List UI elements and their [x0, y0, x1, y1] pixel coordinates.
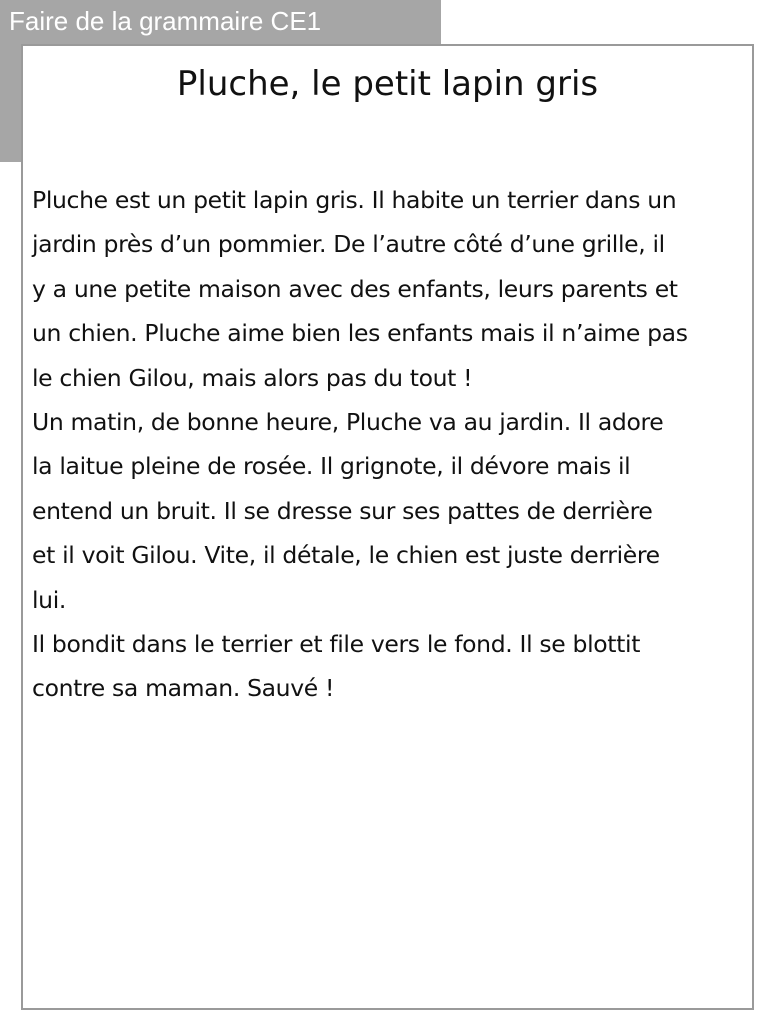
text-line: Pluche est un petit lapin gris. Il habite un terrier dans un	[32, 186, 677, 214]
text-line: la laitue pleine de rosée. Il grignote, il dévore mais il	[32, 452, 631, 481]
text-line: le chien Gilou, mais alors pas du tout !	[32, 363, 473, 392]
story-text	[32, 178, 754, 711]
text-line: contre sa maman. Sauvé !	[32, 674, 335, 703]
text-line: lui.	[32, 585, 67, 614]
text-line: un chien. Pluche aime bien les enfants mais il n’aime pas	[32, 319, 688, 348]
document-title: Pluche, le petit lapin gris	[176, 64, 599, 104]
text-line: jardin près d’un pommier. De l’autre côté d’une grille, il	[32, 230, 665, 259]
text-line: Un matin, de bonne heure, Pluche va au jardin. Il adore	[32, 408, 664, 437]
header-tab	[0, 0, 441, 44]
text-line: et il voit Gilou. Vite, il détale, le chien est juste derrière	[32, 541, 660, 570]
text-line: Il bondit dans le terrier et file vers le fond. Il se blottit	[32, 630, 641, 659]
text-line: entend un bruit. Il se dresse sur ses pattes de derrière	[32, 496, 653, 525]
text-line: y a une petite maison avec des enfants, leurs parents et	[32, 274, 678, 303]
side-band	[0, 44, 22, 162]
header-label: Faire de la grammaire CE1	[9, 6, 322, 36]
document-page	[21, 44, 754, 1010]
